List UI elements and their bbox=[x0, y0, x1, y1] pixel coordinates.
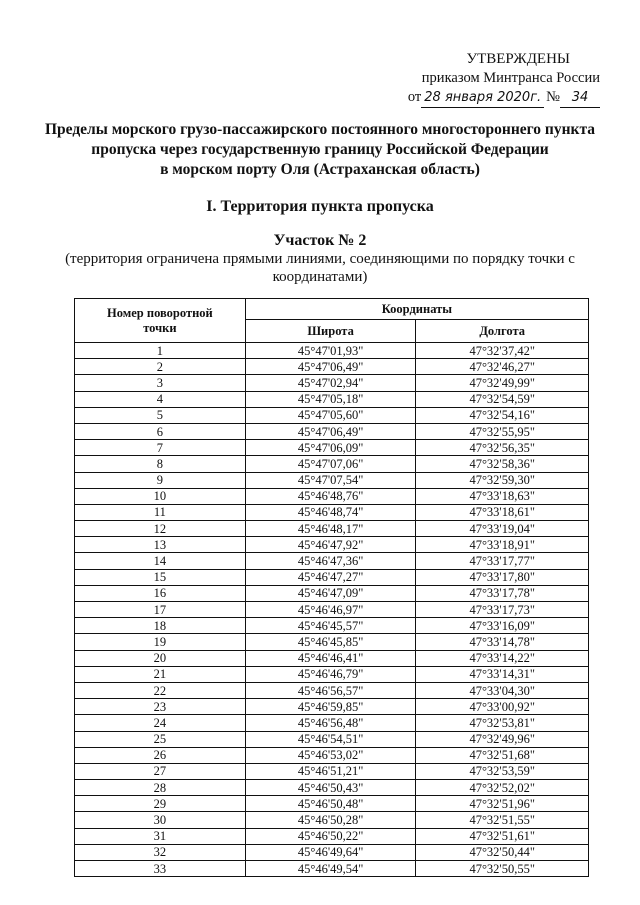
point-number-cell: 1 bbox=[75, 343, 246, 359]
longitude-cell: 47°33'19,04" bbox=[416, 521, 589, 537]
latitude-cell: 45°46'50,28" bbox=[245, 812, 416, 828]
longitude-cell: 47°32'58,36" bbox=[416, 456, 589, 472]
longitude-cell: 47°32'50,55" bbox=[416, 861, 589, 877]
latitude-cell: 45°47'05,60" bbox=[245, 407, 416, 423]
table-row bbox=[75, 731, 589, 747]
latitude-cell: 45°46'47,09" bbox=[245, 585, 416, 601]
longitude-cell: 47°33'16,09" bbox=[416, 618, 589, 634]
longitude-cell: 47°32'50,44" bbox=[416, 844, 589, 860]
longitude-cell: 47°32'51,55" bbox=[416, 812, 589, 828]
table-row bbox=[75, 699, 589, 715]
latitude-cell: 45°46'47,92" bbox=[245, 537, 416, 553]
table-row bbox=[75, 634, 589, 650]
point-number-cell: 20 bbox=[75, 650, 246, 666]
longitude-cell: 47°33'18,91" bbox=[416, 537, 589, 553]
table-row bbox=[75, 553, 589, 569]
point-number-cell: 8 bbox=[75, 456, 246, 472]
header-point-number: Номер поворотной точки bbox=[75, 299, 246, 343]
date-prefix: от bbox=[407, 89, 422, 105]
longitude-cell: 47°32'46,27" bbox=[416, 359, 589, 375]
point-number-cell: 24 bbox=[75, 715, 246, 731]
longitude-cell: 47°32'49,96" bbox=[416, 731, 589, 747]
longitude-cell: 47°33'17,80" bbox=[416, 569, 589, 585]
longitude-cell: 47°32'51,61" bbox=[416, 828, 589, 844]
point-number-cell: 17 bbox=[75, 602, 246, 618]
longitude-cell: 47°32'54,16" bbox=[416, 407, 589, 423]
latitude-cell: 45°46'50,48" bbox=[245, 796, 416, 812]
point-number-cell: 33 bbox=[75, 861, 246, 877]
latitude-cell: 45°46'54,51" bbox=[245, 731, 416, 747]
latitude-cell: 45°46'50,43" bbox=[245, 780, 416, 796]
coordinates-table bbox=[74, 298, 589, 877]
latitude-cell: 45°46'46,79" bbox=[245, 666, 416, 682]
longitude-cell: 47°33'00,92" bbox=[416, 699, 589, 715]
header-coordinates: Координаты bbox=[245, 299, 588, 320]
latitude-cell: 45°46'47,36" bbox=[245, 553, 416, 569]
table-row bbox=[75, 812, 589, 828]
table-row bbox=[75, 391, 589, 407]
longitude-cell: 47°33'14,78" bbox=[416, 634, 589, 650]
point-number-cell: 30 bbox=[75, 812, 246, 828]
latitude-cell: 45°46'46,41" bbox=[245, 650, 416, 666]
table-row bbox=[75, 440, 589, 456]
latitude-cell: 45°46'48,76" bbox=[245, 488, 416, 504]
latitude-cell: 45°47'06,49" bbox=[245, 423, 416, 439]
point-number-cell: 10 bbox=[75, 488, 246, 504]
approval-block bbox=[390, 50, 600, 108]
longitude-cell: 47°32'53,81" bbox=[416, 715, 589, 731]
latitude-cell: 45°46'49,54" bbox=[245, 861, 416, 877]
table-row bbox=[75, 375, 589, 391]
longitude-cell: 47°33'17,73" bbox=[416, 602, 589, 618]
table-row bbox=[75, 861, 589, 877]
longitude-cell: 47°33'17,78" bbox=[416, 585, 589, 601]
longitude-cell: 47°32'56,35" bbox=[416, 440, 589, 456]
latitude-cell: 45°46'46,97" bbox=[245, 602, 416, 618]
point-number-cell: 22 bbox=[75, 682, 246, 698]
point-number-cell: 26 bbox=[75, 747, 246, 763]
latitude-cell: 45°47'02,94" bbox=[245, 375, 416, 391]
point-number-cell: 27 bbox=[75, 763, 246, 779]
table-row bbox=[75, 585, 589, 601]
latitude-cell: 45°47'07,54" bbox=[245, 472, 416, 488]
header-longitude: Долгота bbox=[416, 320, 589, 343]
title-line: пропуска через государственную границу Российской Федерации bbox=[91, 141, 549, 158]
table-row bbox=[75, 359, 589, 375]
latitude-cell: 45°46'48,17" bbox=[245, 521, 416, 537]
point-number-cell: 23 bbox=[75, 699, 246, 715]
latitude-cell: 45°46'48,74" bbox=[245, 504, 416, 520]
table-row bbox=[75, 682, 589, 698]
section-heading: I. Территория пункта пропуска bbox=[206, 198, 434, 215]
point-number-cell: 9 bbox=[75, 472, 246, 488]
handwritten-date: 28 января 2020г. bbox=[421, 88, 544, 108]
title-line: в морском порту Оля (Астраханская область) bbox=[160, 161, 480, 178]
latitude-cell: 45°46'49,64" bbox=[245, 844, 416, 860]
longitude-cell: 47°33'14,22" bbox=[416, 650, 589, 666]
header-latitude: Широта bbox=[245, 320, 416, 343]
handwritten-number: 34 bbox=[560, 88, 600, 108]
table-row bbox=[75, 423, 589, 439]
title-line: Пределы морского грузо-пассажирского постоянного многостороннего пункта bbox=[44, 121, 596, 138]
approval-order-line: приказом Минтранса России bbox=[421, 70, 600, 86]
latitude-cell: 45°46'45,57" bbox=[245, 618, 416, 634]
table-row bbox=[75, 828, 589, 844]
longitude-cell: 47°32'51,96" bbox=[416, 796, 589, 812]
latitude-cell: 45°46'47,27" bbox=[245, 569, 416, 585]
subsection-heading: Участок № 2 bbox=[273, 232, 367, 249]
longitude-cell: 47°32'53,59" bbox=[416, 763, 589, 779]
table-row bbox=[75, 618, 589, 634]
point-number-cell: 25 bbox=[75, 731, 246, 747]
approval-heading: УТВЕРЖДЕНЫ bbox=[466, 51, 570, 67]
table-row bbox=[75, 569, 589, 585]
longitude-cell: 47°32'59,30" bbox=[416, 472, 589, 488]
note-line: координатами) bbox=[272, 269, 368, 285]
point-number-cell: 2 bbox=[75, 359, 246, 375]
coordinates-table-body bbox=[75, 343, 589, 877]
note-line: (территория ограничена прямыми линиями, соединяющими по порядку точки с bbox=[65, 251, 575, 267]
table-row bbox=[75, 747, 589, 763]
latitude-cell: 45°46'45,85" bbox=[245, 634, 416, 650]
point-number-cell: 7 bbox=[75, 440, 246, 456]
point-number-cell: 4 bbox=[75, 391, 246, 407]
number-prefix: № bbox=[546, 89, 560, 105]
point-number-cell: 11 bbox=[75, 504, 246, 520]
latitude-cell: 45°46'51,21" bbox=[245, 763, 416, 779]
point-number-cell: 18 bbox=[75, 618, 246, 634]
point-number-cell: 5 bbox=[75, 407, 246, 423]
approval-date-line bbox=[390, 88, 600, 108]
table-row bbox=[75, 763, 589, 779]
longitude-cell: 47°32'51,68" bbox=[416, 747, 589, 763]
point-number-cell: 3 bbox=[75, 375, 246, 391]
point-number-cell: 15 bbox=[75, 569, 246, 585]
latitude-cell: 45°47'01,93" bbox=[245, 343, 416, 359]
latitude-cell: 45°47'06,49" bbox=[245, 359, 416, 375]
longitude-cell: 47°32'49,99" bbox=[416, 375, 589, 391]
table-row bbox=[75, 537, 589, 553]
table-row bbox=[75, 488, 589, 504]
table-row bbox=[75, 715, 589, 731]
point-number-cell: 14 bbox=[75, 553, 246, 569]
document-title bbox=[40, 120, 600, 180]
table-row bbox=[75, 780, 589, 796]
table-row bbox=[75, 472, 589, 488]
point-number-cell: 31 bbox=[75, 828, 246, 844]
point-number-cell: 6 bbox=[75, 423, 246, 439]
longitude-cell: 47°33'18,61" bbox=[416, 504, 589, 520]
table-row bbox=[75, 407, 589, 423]
table-row bbox=[75, 456, 589, 472]
table-row bbox=[75, 650, 589, 666]
latitude-cell: 45°47'07,06" bbox=[245, 456, 416, 472]
longitude-cell: 47°32'55,95" bbox=[416, 423, 589, 439]
point-number-cell: 29 bbox=[75, 796, 246, 812]
latitude-cell: 45°46'50,22" bbox=[245, 828, 416, 844]
point-number-cell: 21 bbox=[75, 666, 246, 682]
latitude-cell: 45°47'06,09" bbox=[245, 440, 416, 456]
longitude-cell: 47°32'54,59" bbox=[416, 391, 589, 407]
table-row bbox=[75, 343, 589, 359]
longitude-cell: 47°33'18,63" bbox=[416, 488, 589, 504]
table-row bbox=[75, 504, 589, 520]
territory-note bbox=[60, 250, 580, 286]
table-row bbox=[75, 796, 589, 812]
latitude-cell: 45°46'56,57" bbox=[245, 682, 416, 698]
point-number-cell: 32 bbox=[75, 844, 246, 860]
table-row bbox=[75, 666, 589, 682]
latitude-cell: 45°46'56,48" bbox=[245, 715, 416, 731]
point-number-cell: 16 bbox=[75, 585, 246, 601]
table-row bbox=[75, 602, 589, 618]
latitude-cell: 45°46'59,85" bbox=[245, 699, 416, 715]
table-row bbox=[75, 521, 589, 537]
latitude-cell: 45°46'53,02" bbox=[245, 747, 416, 763]
point-number-cell: 28 bbox=[75, 780, 246, 796]
latitude-cell: 45°47'05,18" bbox=[245, 391, 416, 407]
point-number-cell: 13 bbox=[75, 537, 246, 553]
longitude-cell: 47°33'04,30" bbox=[416, 682, 589, 698]
table-row bbox=[75, 844, 589, 860]
point-number-cell: 12 bbox=[75, 521, 246, 537]
longitude-cell: 47°33'14,31" bbox=[416, 666, 589, 682]
longitude-cell: 47°33'17,77" bbox=[416, 553, 589, 569]
longitude-cell: 47°32'52,02" bbox=[416, 780, 589, 796]
point-number-cell: 19 bbox=[75, 634, 246, 650]
longitude-cell: 47°32'37,42" bbox=[416, 343, 589, 359]
